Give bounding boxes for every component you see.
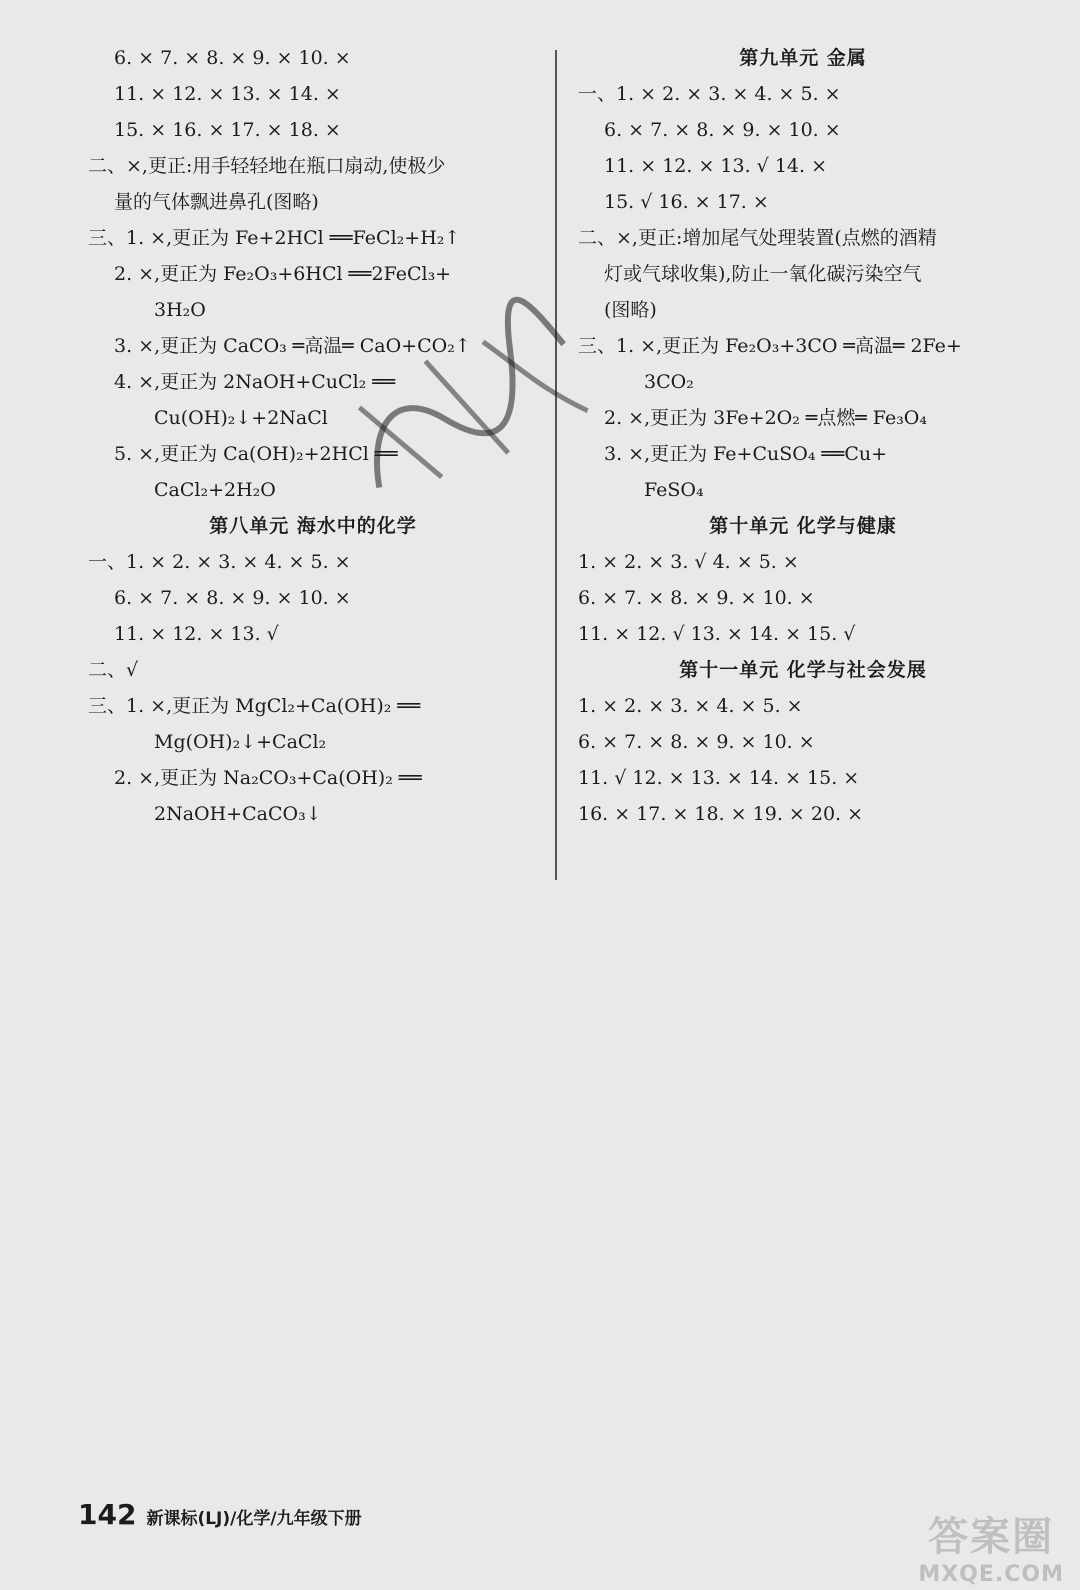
answer-line: 二、√ bbox=[88, 659, 139, 681]
answer-line: CaCl₂+2H₂O bbox=[154, 479, 276, 501]
answer-line: 3. ×,更正为 Fe+CuSO₄ ══Cu+ bbox=[604, 443, 888, 465]
answer-line: (图略) bbox=[604, 299, 657, 321]
answer-line: 11. × 12. √ 13. × 14. × 15. √ bbox=[578, 623, 856, 645]
answer-line: 2. ×,更正为 3Fe+2O₂ ═点燃═ Fe₃O₄ bbox=[604, 407, 928, 429]
right-column bbox=[578, 40, 1028, 832]
answer-line: 6. × 7. × 8. × 9. × 10. × bbox=[578, 731, 815, 753]
left-column bbox=[88, 40, 538, 832]
answer-line: 三、1. ×,更正为 Fe₂O₃+3CO ═高温═ 2Fe+ bbox=[578, 335, 962, 357]
answer-line: 15. × 16. × 17. × 18. × bbox=[114, 119, 341, 141]
answer-line: 一、1. × 2. × 3. × 4. × 5. × bbox=[88, 551, 351, 573]
answer-line: 15. √ 16. × 17. × bbox=[604, 191, 769, 213]
answer-line: 6. × 7. × 8. × 9. × 10. × bbox=[114, 587, 351, 609]
answer-line: 11. √ 12. × 13. × 14. × 15. × bbox=[578, 767, 860, 789]
answer-line: 2NaOH+CaCO₃↓ bbox=[154, 803, 322, 825]
unit-heading: 第八单元 海水中的化学 bbox=[209, 515, 417, 537]
answer-line: 二、×,更正:用手轻轻地在瓶口扇动,使极少 bbox=[88, 155, 446, 177]
answer-line: 2. ×,更正为 Fe₂O₃+6HCl ══2FeCl₃+ bbox=[114, 263, 452, 285]
answer-line: 三、1. ×,更正为 Fe+2HCl ══FeCl₂+H₂↑ bbox=[88, 227, 461, 249]
answer-line: 1. × 2. × 3. √ 4. × 5. × bbox=[578, 551, 799, 573]
page-footer bbox=[78, 1498, 362, 1531]
site-watermark bbox=[918, 1505, 1064, 1587]
answer-line: 1. × 2. × 3. × 4. × 5. × bbox=[578, 695, 803, 717]
answer-line: 6. × 7. × 8. × 9. × 10. × bbox=[604, 119, 841, 141]
unit-heading: 第十单元 化学与健康 bbox=[709, 515, 897, 537]
answer-line: 二、×,更正:增加尾气处理装置(点燃的酒精 bbox=[578, 227, 937, 249]
answer-line: 4. ×,更正为 2NaOH+CuCl₂ ══ bbox=[114, 371, 396, 393]
answer-line: 6. × 7. × 8. × 9. × 10. × bbox=[114, 47, 351, 69]
book-title: 新课标(LJ)/化学/九年级下册 bbox=[146, 1509, 362, 1529]
answer-line: 11. × 12. × 13. √ 14. × bbox=[604, 155, 828, 177]
answer-line: 11. × 12. × 13. × 14. × bbox=[114, 83, 341, 105]
column-divider bbox=[555, 50, 557, 880]
answer-line: 11. × 12. × 13. √ bbox=[114, 623, 279, 645]
page-number: 142 bbox=[78, 1498, 137, 1531]
answer-line: 6. × 7. × 8. × 9. × 10. × bbox=[578, 587, 815, 609]
answer-line: Cu(OH)₂↓+2NaCl bbox=[154, 407, 328, 429]
answer-line: 3H₂O bbox=[154, 299, 206, 321]
answer-line: 一、1. × 2. × 3. × 4. × 5. × bbox=[578, 83, 841, 105]
answer-line: 3. ×,更正为 CaCO₃ ═高温═ CaO+CO₂↑ bbox=[114, 335, 471, 357]
unit-heading: 第九单元 金属 bbox=[739, 47, 867, 69]
answer-line: 16. × 17. × 18. × 19. × 20. × bbox=[578, 803, 864, 825]
answer-line: 灯或气球收集),防止一氧化碳污染空气 bbox=[604, 263, 922, 285]
answer-line: 量的气体飘进鼻孔(图略) bbox=[114, 191, 319, 213]
answer-line: 2. ×,更正为 Na₂CO₃+Ca(OH)₂ ══ bbox=[114, 767, 422, 789]
answer-line: 5. ×,更正为 Ca(OH)₂+2HCl ══ bbox=[114, 443, 398, 465]
watermark-cn: 答案圈 bbox=[928, 1514, 1055, 1560]
unit-heading: 第十一单元 化学与社会发展 bbox=[679, 659, 927, 681]
watermark-en: MXQE.COM bbox=[918, 1562, 1064, 1587]
answer-line: 三、1. ×,更正为 MgCl₂+Ca(OH)₂ ══ bbox=[88, 695, 421, 717]
answer-line: Mg(OH)₂↓+CaCl₂ bbox=[154, 731, 327, 753]
answer-line: FeSO₄ bbox=[644, 479, 704, 501]
answer-line: 3CO₂ bbox=[644, 371, 694, 393]
